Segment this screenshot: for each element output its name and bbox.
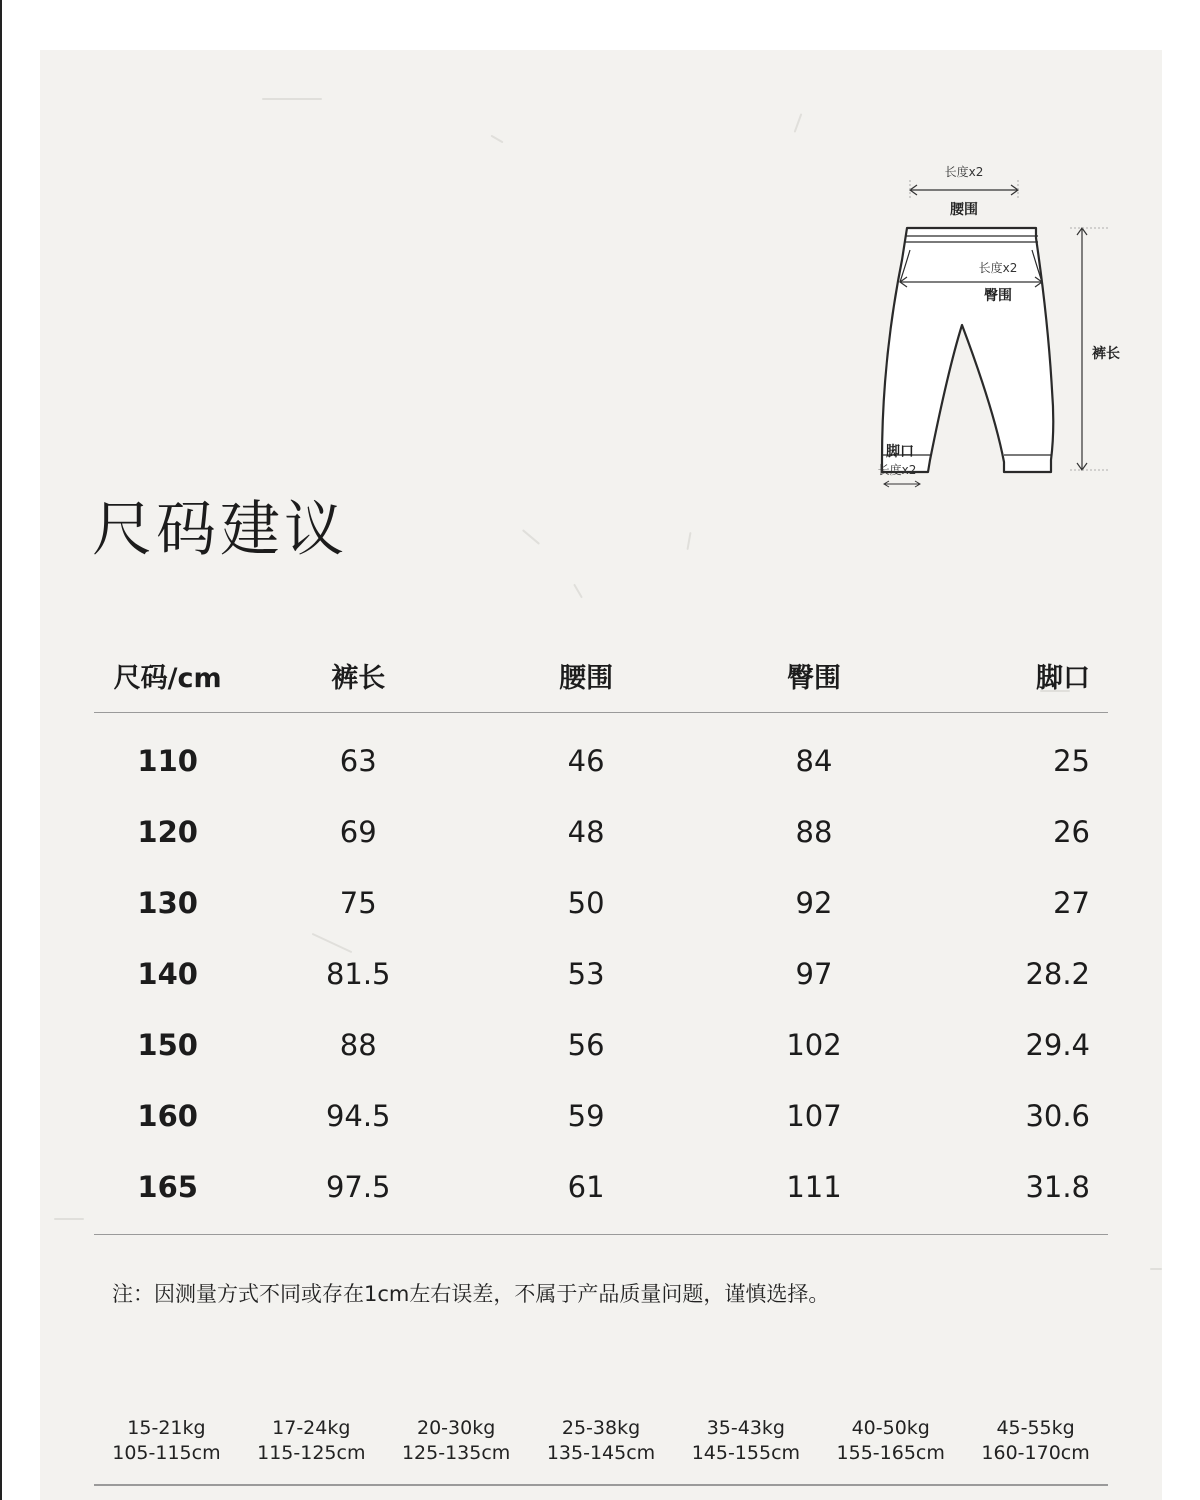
hip-length-label: 长度x2 [978, 261, 1018, 275]
reference-weight: 45-55kg [996, 1417, 1075, 1439]
weight-height-reference [94, 1416, 1108, 1466]
hip-cell: 97 [795, 956, 833, 991]
page-title: 尺码建议 [92, 495, 348, 565]
reference-item [384, 1416, 529, 1466]
hip-cell: 102 [786, 1027, 842, 1062]
header-hip: 臀围 [787, 662, 841, 694]
waist-cell: 61 [567, 1169, 605, 1204]
cuff-cell: 29.4 [1025, 1027, 1091, 1062]
waist-cell: 50 [567, 885, 605, 920]
size-cell: 110 [137, 743, 198, 778]
paper-fleck [490, 135, 503, 144]
size-cell: 165 [137, 1169, 198, 1204]
reference-height: 135-145cm [546, 1442, 656, 1464]
reference-item [94, 1416, 239, 1466]
pants-length-cell: 81.5 [325, 956, 391, 991]
hip-cell: 84 [795, 743, 833, 778]
table-row [94, 1080, 1108, 1151]
reference-weight: 17-24kg [272, 1417, 351, 1439]
reference-height: 125-135cm [401, 1442, 511, 1464]
table-row [94, 796, 1108, 867]
waist-cell: 48 [567, 814, 605, 849]
waist-label: 腰围 [950, 202, 978, 218]
reference-item [818, 1416, 963, 1466]
size-cell: 150 [137, 1027, 198, 1062]
reference-item [529, 1416, 674, 1466]
cuff-cell: 25 [1053, 743, 1091, 778]
paper-fleck [522, 529, 540, 545]
header-waist: 腰围 [559, 662, 614, 694]
reference-height: 145-155cm [691, 1442, 801, 1464]
left-border-line [0, 0, 2, 1500]
cuff-cell: 26 [1053, 814, 1091, 849]
table-row [94, 725, 1108, 796]
paper-fleck [573, 584, 583, 599]
waist-cell: 56 [567, 1027, 605, 1062]
reference-weight: 15-21kg [127, 1417, 206, 1439]
reference-weight: 20-30kg [417, 1417, 496, 1439]
pants-length-cell: 97.5 [325, 1169, 391, 1204]
hip-cell: 111 [786, 1169, 842, 1204]
size-cell: 120 [137, 814, 198, 849]
reference-weight: 35-43kg [706, 1417, 785, 1439]
size-table-body [94, 713, 1108, 1235]
hip-cell: 88 [795, 814, 833, 849]
hip-label: 臀围 [984, 288, 1012, 304]
header-size: 尺码/cm [113, 662, 222, 694]
pants-length-cell: 63 [339, 743, 377, 778]
table-row [94, 938, 1108, 1009]
paper-fleck [686, 532, 691, 550]
measurement-note: 注：因测量方式不同或存在1cm左右误差，不属于产品质量问题，谨慎选择。 [112, 1282, 830, 1306]
pants-length-cell: 88 [339, 1027, 377, 1062]
table-row [94, 867, 1108, 938]
reference-height: 115-125cm [257, 1442, 366, 1464]
paper-fleck [794, 113, 803, 132]
waist-cell: 59 [567, 1098, 605, 1133]
reference-height: 160-170cm [981, 1442, 1090, 1464]
cuff-cell: 27 [1053, 885, 1091, 920]
pants-measurement-diagram [870, 110, 1130, 490]
cuff-labels [878, 442, 922, 478]
pants-length-cell: 75 [339, 885, 377, 920]
size-table [94, 638, 1108, 1235]
header-pants-length: 裤长 [331, 662, 386, 694]
size-guide-panel [40, 50, 1162, 1500]
cuff-cell: 30.6 [1025, 1098, 1091, 1133]
cuff-cell: 31.8 [1025, 1169, 1091, 1204]
paper-fleck [262, 98, 322, 100]
pants-length-cell: 69 [339, 814, 377, 849]
hip-cell: 92 [795, 885, 833, 920]
reference-item [963, 1416, 1108, 1466]
size-cell: 140 [137, 956, 198, 991]
waist-cell: 46 [567, 743, 605, 778]
size-table-header [94, 638, 1108, 713]
cuff-length-label: 长度x2 [877, 463, 917, 477]
waist-length-label: 长度x2 [944, 165, 984, 179]
length-label: 裤长 [1092, 346, 1120, 362]
reference-item [673, 1416, 818, 1466]
reference-height: 105-115cm [112, 1442, 221, 1464]
reference-weight: 25-38kg [561, 1417, 641, 1439]
waist-cell: 53 [567, 956, 605, 991]
size-cell: 130 [137, 885, 198, 920]
header-cuff: 脚口 [1036, 662, 1091, 694]
reference-weight: 40-50kg [851, 1417, 930, 1439]
hip-cell: 107 [786, 1098, 842, 1133]
paper-fleck [54, 1218, 84, 1220]
table-row [94, 1009, 1108, 1080]
paper-fleck [1150, 1268, 1162, 1270]
reference-item [239, 1416, 384, 1466]
cuff-label: 脚口 [886, 444, 914, 460]
reference-height: 155-165cm [836, 1442, 945, 1464]
cuff-cell: 28.2 [1025, 956, 1091, 991]
pants-length-cell: 94.5 [325, 1098, 391, 1133]
size-cell: 160 [137, 1098, 198, 1133]
reference-divider [94, 1484, 1108, 1486]
table-row [94, 1151, 1108, 1222]
